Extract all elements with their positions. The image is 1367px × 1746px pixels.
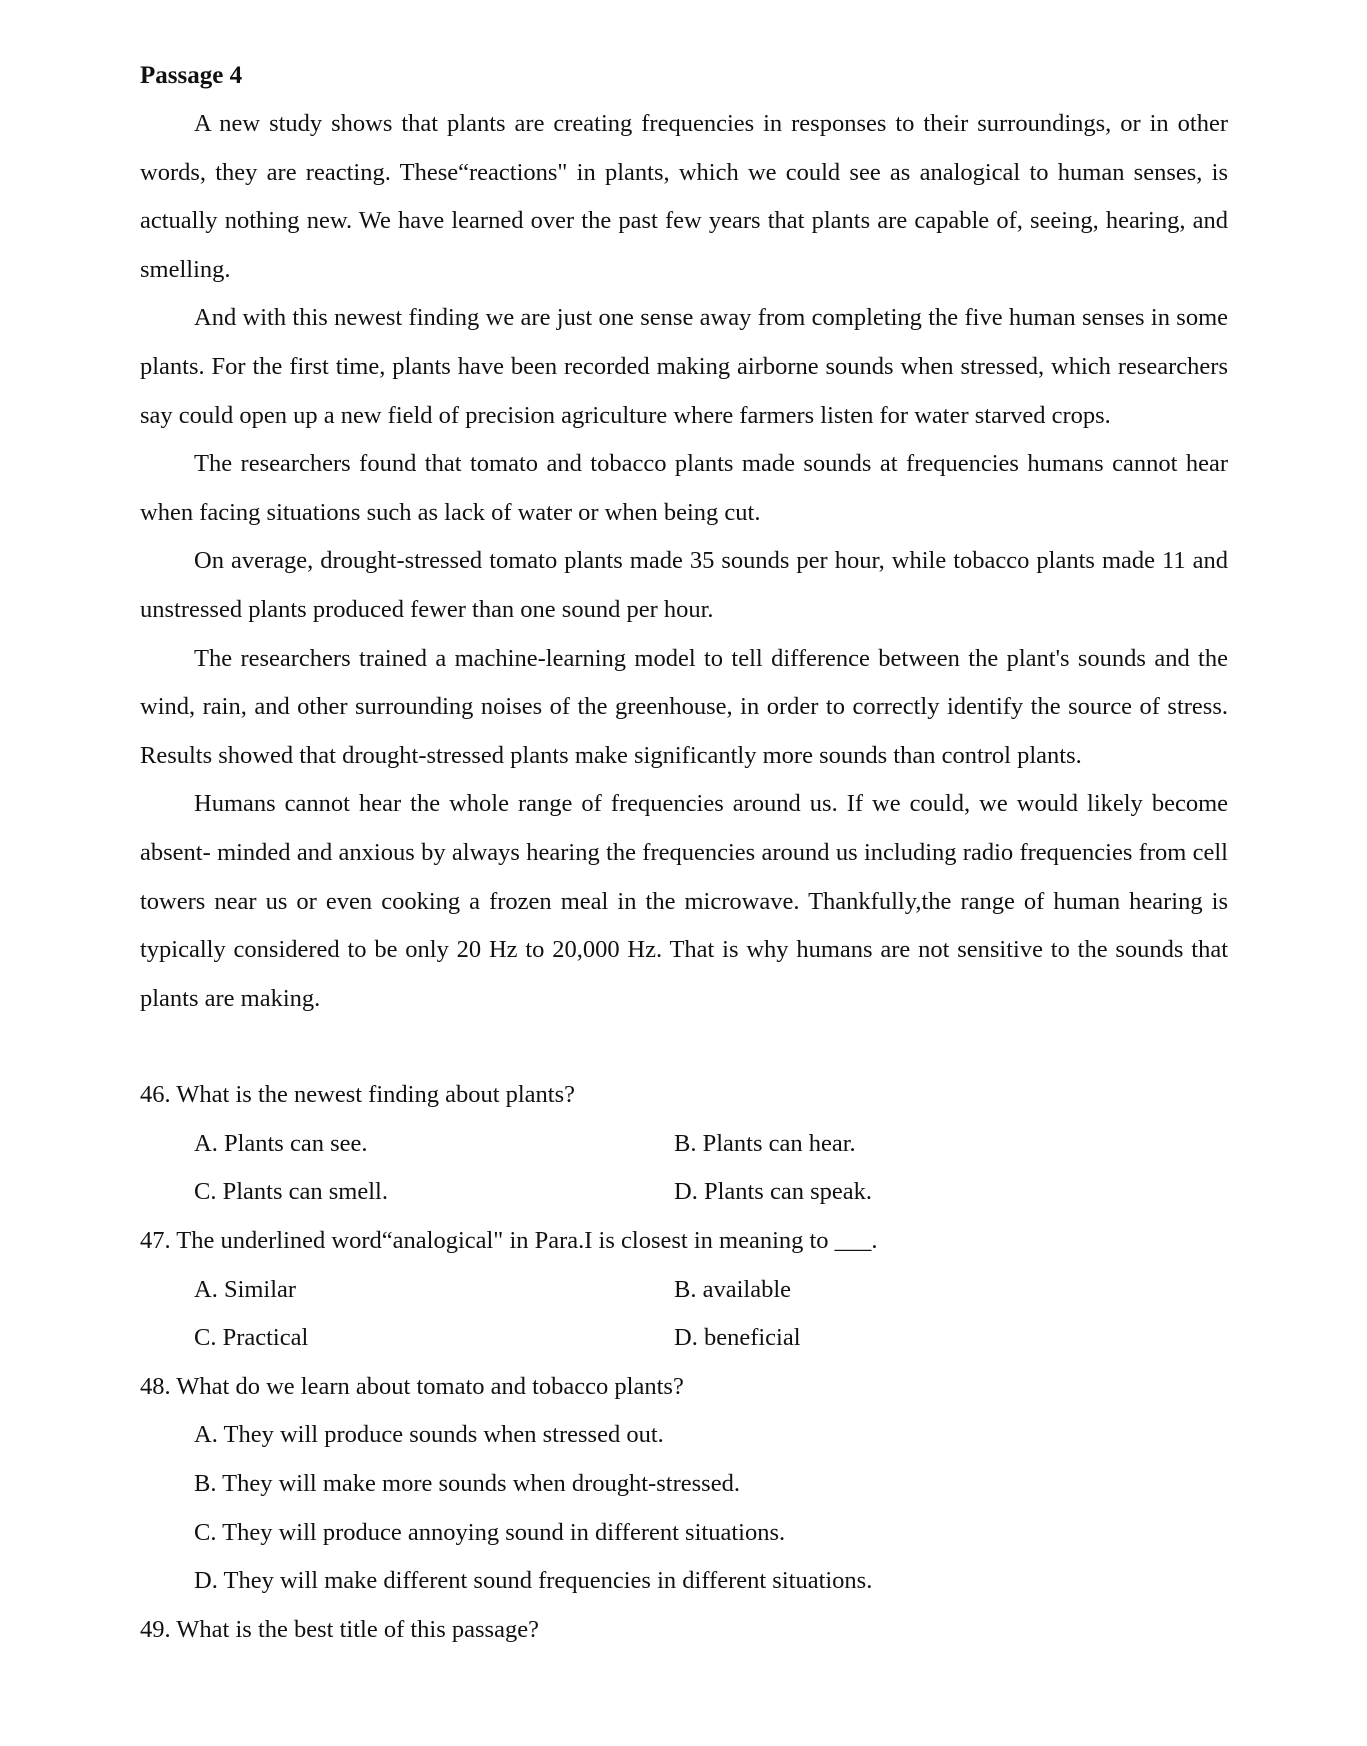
document-page <box>140 56 1228 1654</box>
question-48-option-d: D. They will make different sound frequencies in different situations. <box>194 1567 873 1595</box>
passage-paragraph-4: On average, drought-stressed tomato plants made 35 sounds per hour, while tobacco plants made 11 and unstressed plants produced fewer than one sound per hour. <box>140 547 1228 623</box>
option-row <box>140 1266 1228 1315</box>
question-46: 46. What is the newest finding about plants? <box>140 1081 576 1109</box>
questions-section <box>140 1071 1228 1654</box>
option-row <box>140 1168 1228 1217</box>
question-47: 47. The underlined word“analogical" in Para.I is closest in meaning to ___. <box>140 1227 878 1255</box>
question-46-option-a: A. Plants can see. <box>194 1129 368 1157</box>
question-46-option-d: D. Plants can speak. <box>674 1178 872 1206</box>
passage-paragraph-1: A new study shows that plants are creating frequencies in responses to their surroundings, or in other words, they are reacting. These“reactions" in plants, which we could see as analogical to human senses, is actually nothing new. We have learned over the past few years that plants are capable of, seeing, hearing, and smelling. <box>140 110 1228 283</box>
question-48-option-b: B. They will make more sounds when drought-stressed. <box>194 1470 740 1498</box>
question-49: 49. What is the best title of this passage? <box>140 1615 539 1643</box>
question-48-option-a: A. They will produce sounds when stressed out. <box>194 1421 664 1449</box>
passage-paragraph-3: The researchers found that tomato and tobacco plants made sounds at frequencies humans cannot hear when facing situations such as lack of water or when being cut. <box>140 450 1228 526</box>
question-47-option-a: A. Similar <box>194 1275 297 1303</box>
passage-paragraph-5: The researchers trained a machine-learning model to tell difference between the plant's sounds and the wind, rain, and other surrounding noises of the greenhouse, in order to correctly identify the source of stress. Results showed that drought-stressed plants make significantly more sounds than control plants. <box>140 644 1228 769</box>
option-row <box>140 1120 1228 1169</box>
question-46-option-b: B. Plants can hear. <box>674 1129 856 1157</box>
question-47-option-b: B. available <box>674 1275 792 1303</box>
question-47-option-c: C. Practical <box>194 1324 309 1352</box>
question-47-option-d: D. beneficial <box>674 1324 801 1352</box>
option-row <box>140 1314 1228 1363</box>
question-48: 48. What do we learn about tomato and tobacco plants? <box>140 1372 684 1400</box>
question-48-option-c: C. They will produce annoying sound in different situations. <box>194 1518 786 1546</box>
passage-title: Passage 4 <box>140 62 243 89</box>
passage-paragraph-2: And with this newest finding we are just one sense away from completing the five human senses in some plants. For the first time, plants have been recorded making airborne sounds when stressed, which researchers say could open up a new field of precision agriculture where farmers listen for water starved crops. <box>140 304 1228 429</box>
question-46-option-c: C. Plants can smell. <box>194 1178 388 1206</box>
passage-paragraph-6: Humans cannot hear the whole range of frequencies around us. If we could, we would likely become absent- minded and anxious by always hearing the frequencies around us including radio frequencies from cell towers near us or even cooking a frozen meal in the microwave. Thankfully,the range of human hearing is typically considered to be only 20 Hz to 20,000 Hz. That is why humans are not sensitive to the sounds that plants are making. <box>140 790 1228 1012</box>
